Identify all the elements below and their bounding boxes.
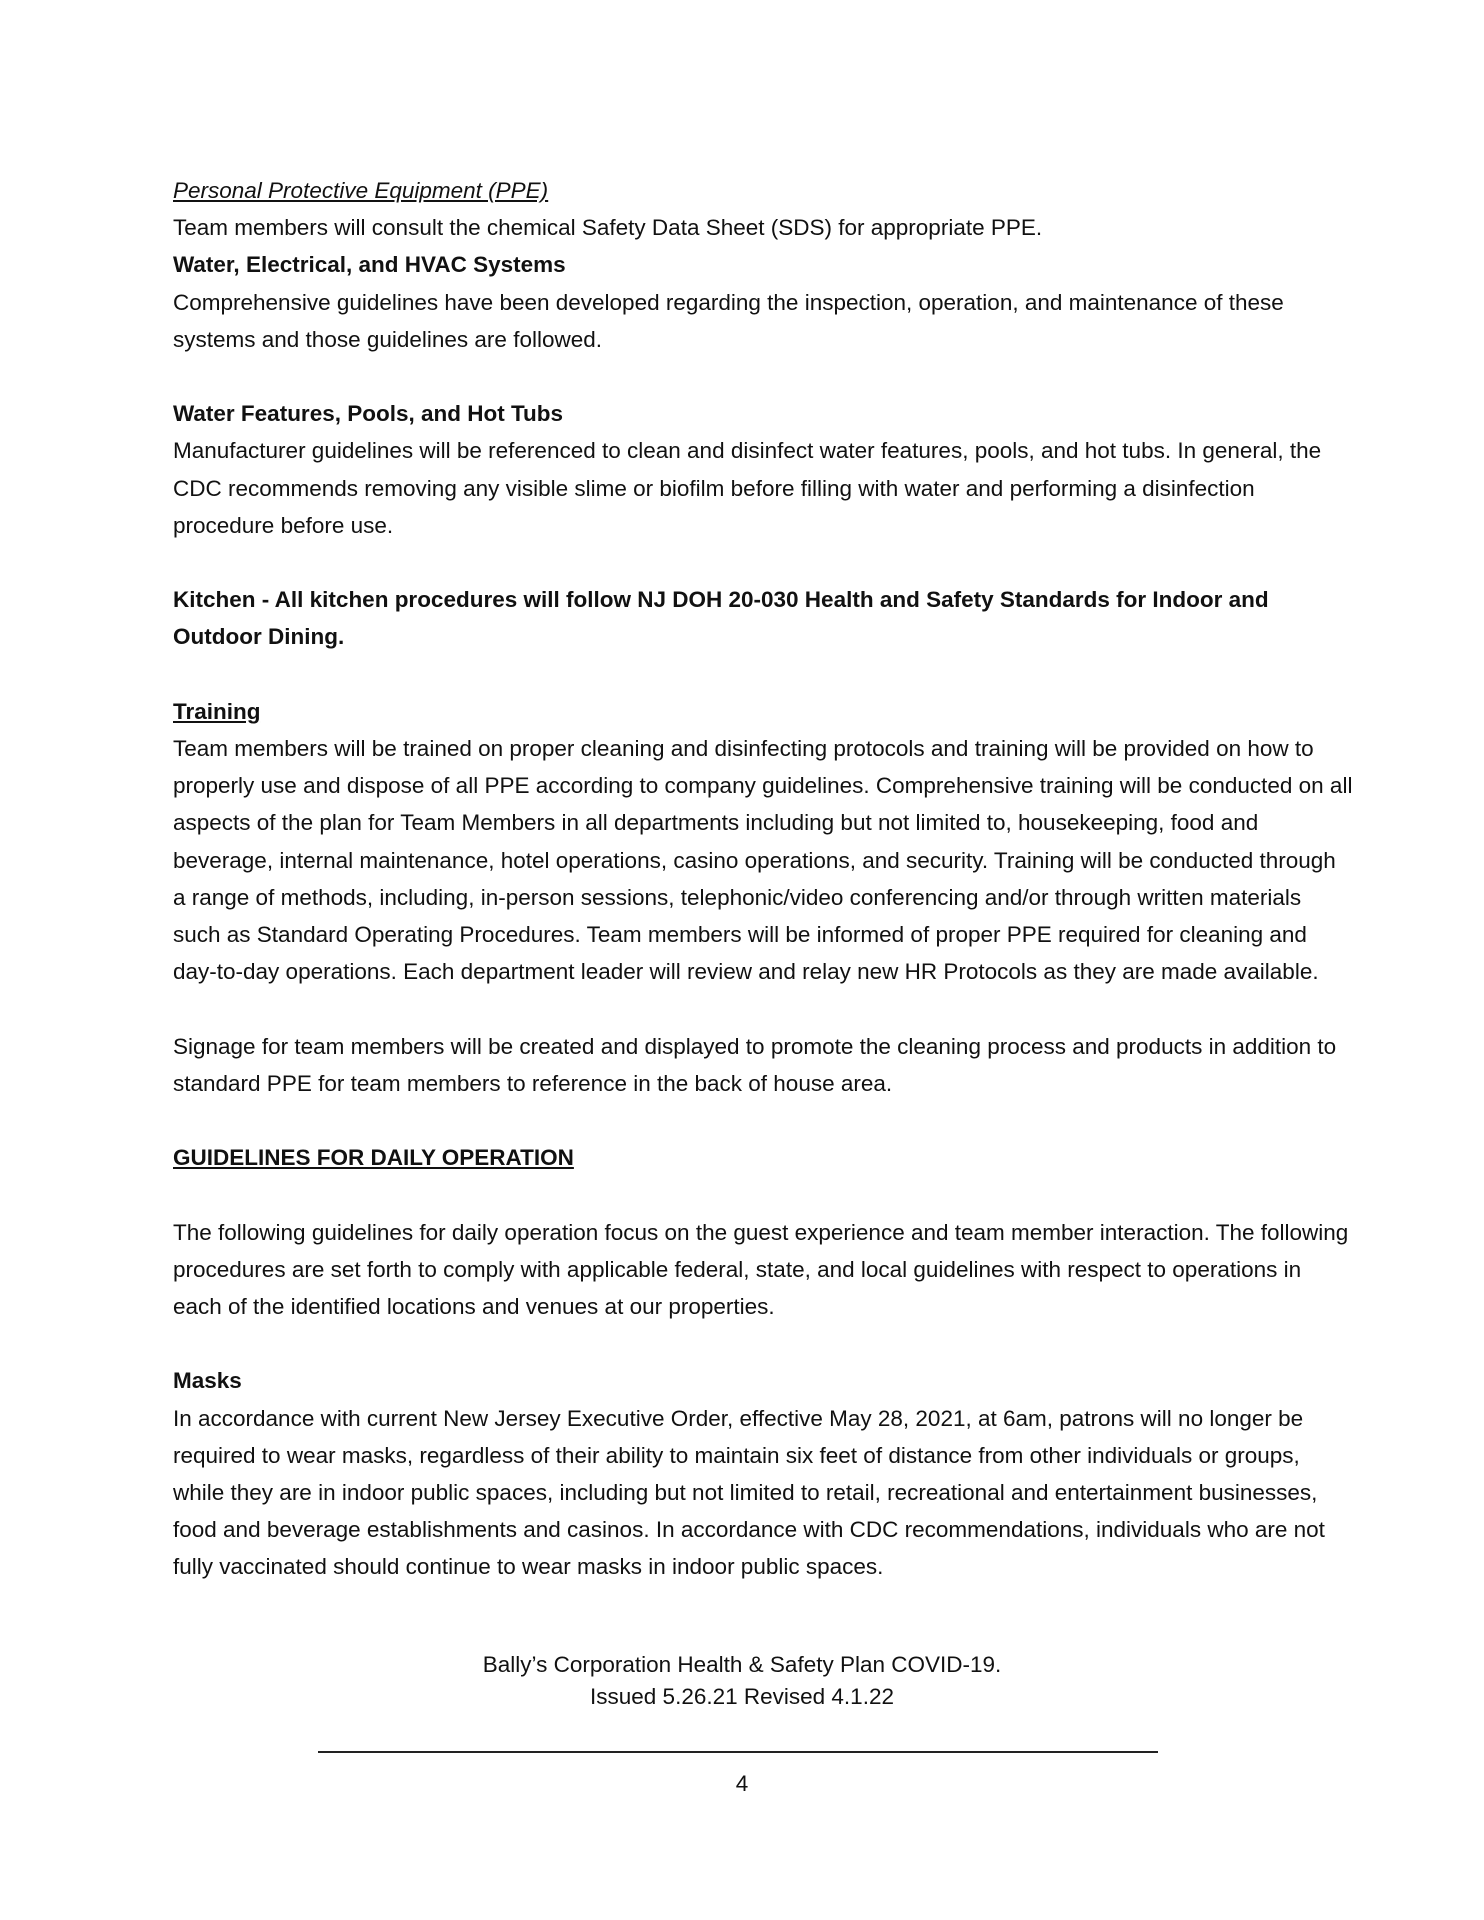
water-features-text: Manufacturer guidelines will be referenced to clean and disinfect water features, pools, and hot tubs. In general, the CDC recommends removing any visible slime or biofilm before filling with water and performing a disinfection procedure before use. xyxy=(173,438,1322,538)
ppe-heading: Personal Protective Equipment (PPE) xyxy=(173,178,549,203)
daily-operation-heading: GUIDELINES FOR DAILY OPERATION xyxy=(173,1145,574,1171)
spacer xyxy=(173,1325,1353,1362)
ppe-text: Team members will consult the chemical Safety Data Sheet (SDS) for appropriate PPE. xyxy=(173,215,1043,241)
spacer xyxy=(173,1176,1353,1213)
daily-operation-text: The following guidelines for daily operation focus on the guest experience and team member interaction. The following procedures are set forth to comply with applicable federal, state, and local guidelines with respect to operations in each of the identified locations and venues at our properties. xyxy=(173,1219,1349,1319)
footer-divider xyxy=(318,1751,1158,1753)
training-heading: Training xyxy=(173,698,261,724)
spacer xyxy=(173,358,1353,395)
footer-title: Bally’s Corporation Health & Safety Plan COVID-19. xyxy=(482,1652,1002,1677)
spacer xyxy=(173,990,1353,1027)
spacer xyxy=(173,656,1353,693)
water-systems-heading: Water, Electrical, and HVAC Systems xyxy=(173,252,566,278)
page-body xyxy=(173,172,1353,1586)
page-number: 4 xyxy=(735,1771,749,1796)
kitchen-statement: Kitchen - All kitchen procedures will follow NJ DOH 20-030 Health and Safety Standards for Indoor and Outdoor Dining. xyxy=(173,587,1269,650)
masks-text: In accordance with current New Jersey Executive Order, effective May 28, 2021, at 6am, patrons will no longer be required to wear masks, regardless of their ability to maintain six feet of distance from other individuals or groups, while they are in indoor public spaces, including but not limited to retail, recreational and entertainment businesses, food and beverage establishments and casinos. In accordance with CDC recommendations, individuals who are not fully vaccinated should continue to wear masks in indoor public spaces. xyxy=(173,1405,1325,1580)
water-systems-text: Comprehensive guidelines have been developed regarding the inspection, operation, and maintenance of these systems and those guidelines are followed. xyxy=(173,289,1284,352)
footer-revision: Issued 5.26.21 Revised 4.1.22 xyxy=(590,1684,894,1709)
training-paragraph-2: Signage for team members will be created and displayed to promote the cleaning process and products in addition to standard PPE for team members to reference in the back of house area. xyxy=(173,1033,1337,1096)
masks-heading: Masks xyxy=(173,1368,242,1394)
spacer xyxy=(173,1102,1353,1139)
training-paragraph-1: Team members will be trained on proper cleaning and disinfecting protocols and training will be provided on how to properly use and dispose of all PPE according to company guidelines. Comprehensive training will be conducted on all aspects of the plan for Team Members in all departments including but not limited to, housekeeping, food and beverage, internal maintenance, hotel operations, casino operations, and security. Training will be conducted through a range of methods, including, in-person sessions, telephonic/video conferencing and/or through written materials such as Standard Operating Procedures. Team members will be informed of proper PPE required for cleaning and day-to-day operations. Each department leader will review and relay new HR Protocols as they are made available. xyxy=(173,736,1353,985)
spacer xyxy=(173,544,1353,581)
water-features-heading: Water Features, Pools, and Hot Tubs xyxy=(173,401,564,427)
